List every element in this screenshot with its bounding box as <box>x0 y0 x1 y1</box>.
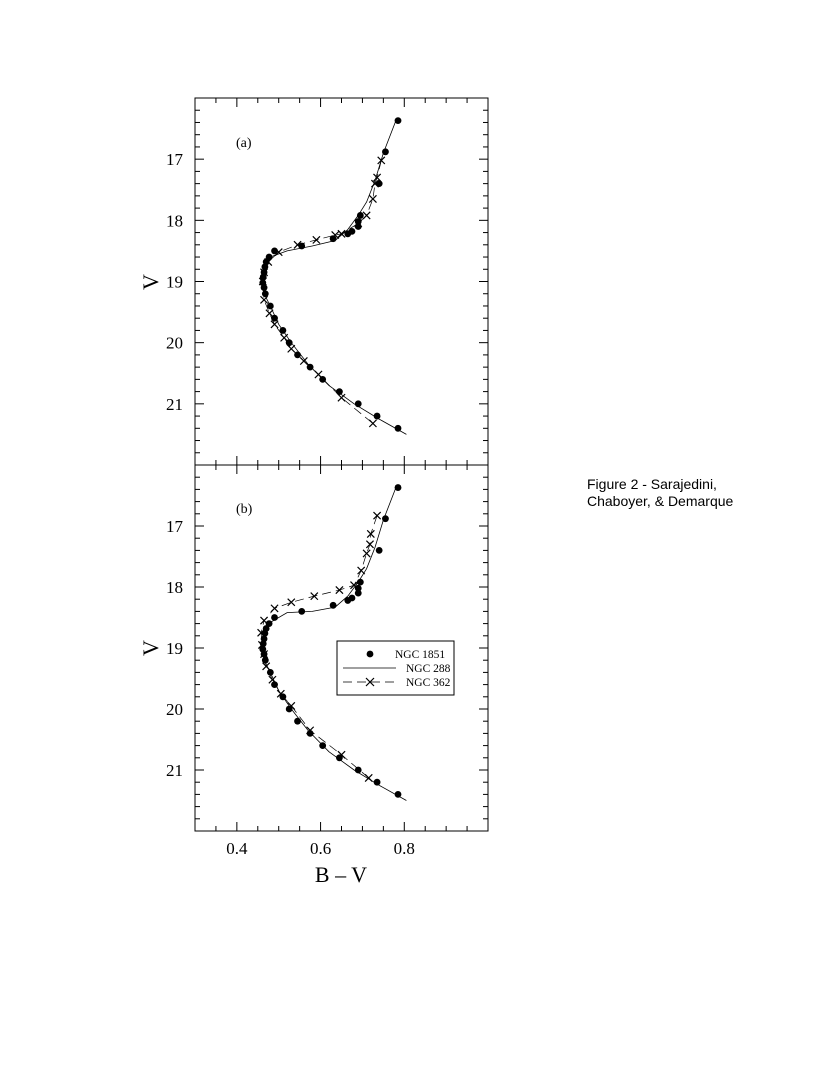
data-point-ngc362 <box>271 321 278 328</box>
data-point-ngc362 <box>373 512 380 519</box>
y-tick-label: 21 <box>166 394 183 414</box>
data-point-ngc362 <box>260 617 267 624</box>
panel-a-frame <box>195 98 488 465</box>
panel-a-yticks <box>166 98 488 465</box>
data-point-ngc362 <box>338 230 345 237</box>
y-tick-label: 21 <box>166 761 183 780</box>
data-point-ngc362 <box>313 236 320 243</box>
caption-line-1: Figure 2 - Sarajedini, <box>587 476 717 492</box>
x-tick-label: 0.8 <box>393 839 415 858</box>
x-tick-label: 0.6 <box>309 839 332 858</box>
y-tick-label: 18 <box>166 211 183 231</box>
y-tick-label: 20 <box>166 700 183 719</box>
data-point-ngc1851 <box>261 284 268 291</box>
data-point-ngc362 <box>338 394 345 401</box>
data-point-ngc362 <box>369 420 376 427</box>
data-point-ngc362 <box>358 567 365 574</box>
series-line-ngc288 <box>262 121 406 435</box>
legend-ngc362-label: NGC 362 <box>406 677 451 689</box>
data-point-ngc362 <box>336 586 343 593</box>
y-tick-label: 19 <box>166 272 183 292</box>
data-point-ngc362 <box>378 157 385 164</box>
y-tick-label: 17 <box>166 517 183 536</box>
data-point-ngc362 <box>288 345 295 352</box>
figure-caption <box>587 476 733 510</box>
y-tick-label: 20 <box>166 333 183 353</box>
data-point-ngc362 <box>266 310 273 317</box>
data-point-ngc362 <box>281 334 288 341</box>
data-point-ngc1851 <box>376 547 383 554</box>
legend-ngc1851-marker <box>367 651 374 658</box>
panel-a-ylabel: V <box>138 274 163 290</box>
y-tick-label: 18 <box>166 578 183 597</box>
data-point-ngc362 <box>363 550 370 557</box>
y-tick-label: 17 <box>166 150 183 170</box>
x-tick-label: 0.4 <box>226 839 248 858</box>
caption-line-2: Chaboyer, & Demarque <box>587 493 734 509</box>
data-point-ngc1851 <box>355 590 362 597</box>
panel-b-label: (b) <box>236 502 253 517</box>
y-tick-label: 19 <box>166 639 183 658</box>
panel-b <box>138 465 488 887</box>
data-point-ngc362 <box>315 371 322 378</box>
panel-a-series <box>259 117 406 434</box>
data-point-ngc362 <box>271 605 278 612</box>
series-line-ngc362 <box>263 160 382 423</box>
data-point-ngc362 <box>288 599 295 606</box>
data-point-ngc1851 <box>294 718 301 725</box>
x-axis-label: B – V <box>314 862 368 887</box>
data-point-ngc362 <box>365 774 372 781</box>
data-point-ngc362 <box>366 541 373 548</box>
data-point-ngc362 <box>363 212 370 219</box>
legend <box>337 641 454 695</box>
panel-a-xticks <box>195 98 488 465</box>
panel-b-ylabel: V <box>138 640 163 656</box>
legend-ngc1851-label: NGC 1851 <box>395 649 446 661</box>
data-point-ngc362 <box>369 195 376 202</box>
panel-a <box>138 98 488 465</box>
data-point-ngc362 <box>311 593 318 600</box>
legend-ngc288-label: NGC 288 <box>406 663 451 675</box>
panel-a-label: (a) <box>236 136 252 151</box>
